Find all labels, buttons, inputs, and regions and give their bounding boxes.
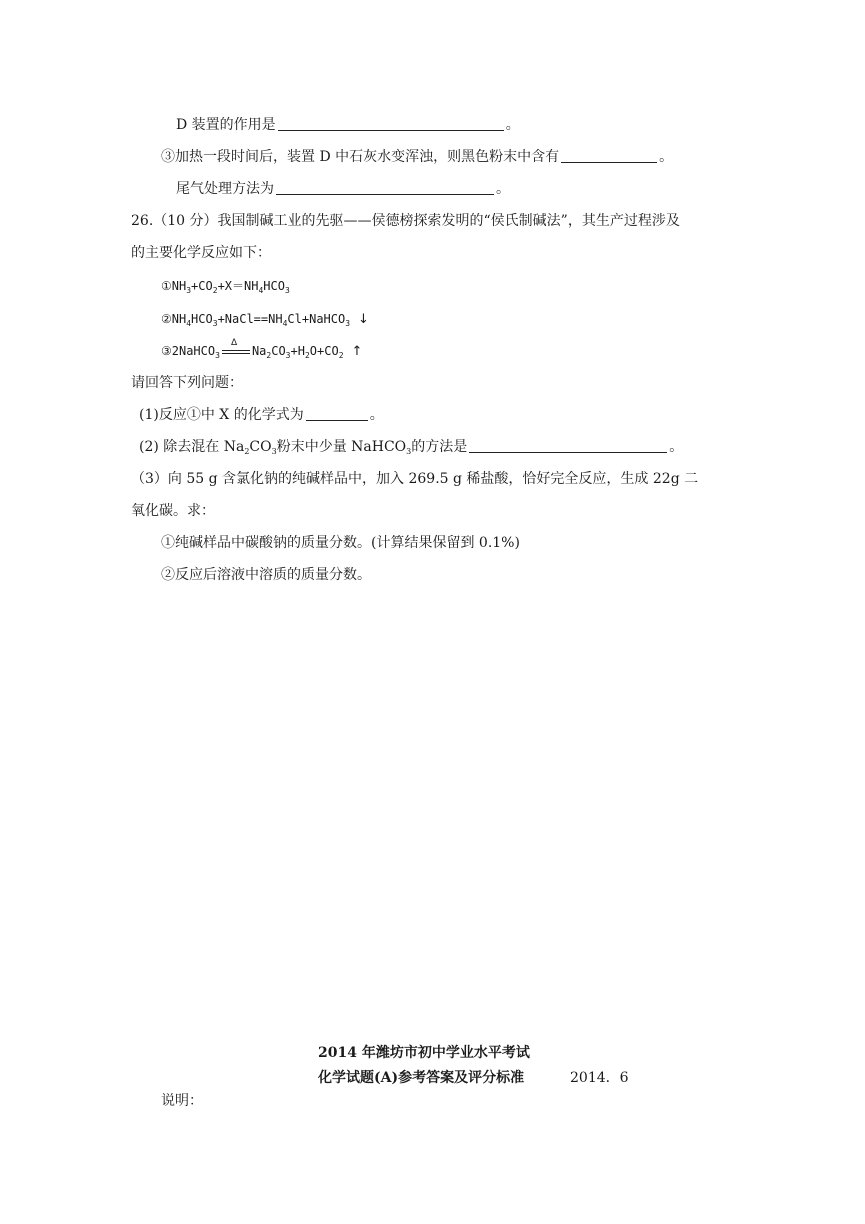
r3-sub: 2	[338, 351, 344, 360]
r2-sub: 4	[282, 319, 288, 328]
part2-text: 粉末中少量 NaHCO	[276, 439, 407, 455]
r3-part: Na	[251, 344, 267, 358]
d-device-line	[176, 116, 520, 134]
r2-part: Cl+NaHCO	[287, 312, 346, 326]
step3-answer-blank[interactable]	[561, 148, 657, 163]
heat-condition-sign	[222, 338, 250, 357]
exhaust-answer-blank[interactable]	[276, 180, 494, 195]
r3-part: O+CO	[309, 344, 339, 358]
r1-part: +CO	[191, 279, 213, 293]
gas-arrow-icon: ↑	[351, 344, 363, 359]
part2-text: 的方法是	[411, 439, 468, 455]
part2-text: (2) 除去混在 Na	[139, 439, 245, 455]
r3-part: CO	[271, 344, 286, 358]
d-device-text: D 装置的作用是	[176, 117, 276, 133]
r2-sub: 3	[345, 319, 351, 328]
answer-key-date: 2014．6	[570, 1070, 629, 1086]
part1-line	[139, 406, 384, 424]
r1-sub: 3	[186, 286, 192, 295]
part3-sub1: ①纯碱样品中碳酸钠的质量分数。(计算结果保留到 0.1%)	[161, 535, 520, 551]
part1-suffix: 。	[369, 407, 384, 423]
part2-text: CO	[249, 439, 272, 455]
part2-sub: 3	[271, 447, 277, 456]
answer-key-subtitle: 化学试题(A)参考答案及评分标准	[318, 1070, 525, 1086]
reaction-1	[161, 277, 290, 295]
exhaust-text: 尾气处理方法为	[176, 181, 274, 197]
answer-key-title: 2014 年潍坊市初中学业水平考试	[318, 1045, 530, 1061]
r3-part: ③2NaHCO	[161, 344, 216, 358]
part1-answer-blank[interactable]	[306, 406, 368, 421]
heat-delta-icon: Δ	[230, 338, 238, 348]
part2-suffix: 。	[669, 439, 684, 455]
r2-sub: 4	[186, 319, 192, 328]
r1-sub: 3	[284, 286, 290, 295]
part3-line1: （3）向 55 g 含氯化钠的纯碱样品中，加入 269.5 g 稀盐酸，恰好完全反应，生成 22g 二	[131, 471, 699, 487]
part2-answer-blank[interactable]	[469, 438, 667, 453]
r2-part: HCO	[191, 312, 213, 326]
r3-sub: 2	[304, 351, 310, 360]
r1-part: ①NH	[161, 279, 187, 293]
precipitate-arrow-icon: ↓	[358, 312, 369, 327]
part3-sub2: ②反应后溶液中溶质的质量分数。	[161, 567, 371, 583]
d-device-suffix: 。	[505, 117, 520, 133]
answer-key-note: 说明：	[161, 1093, 203, 1109]
r3-sub: 3	[215, 351, 220, 360]
exhaust-line	[176, 180, 510, 198]
d-device-answer-blank[interactable]	[278, 116, 504, 131]
step3-suffix: 。	[659, 149, 674, 165]
part1-text: (1)反应①中 X 的化学式为	[139, 407, 304, 423]
reaction-3	[161, 338, 363, 361]
r2-part: ②NH	[161, 312, 187, 326]
answer-prompt: 请回答下列问题：	[131, 375, 243, 391]
part3-line2: 氧化碳。求：	[131, 503, 215, 519]
exhaust-suffix: 。	[496, 181, 510, 197]
part2-line	[139, 438, 683, 456]
r1-sub: 2	[212, 286, 218, 295]
part2-sub: 3	[406, 447, 412, 456]
r1-part: +X＝NH	[217, 279, 259, 293]
r1-part: HCO	[263, 279, 285, 293]
r2-sub: 3	[212, 319, 218, 328]
r3-sub: 2	[266, 351, 272, 360]
step3-line	[161, 148, 673, 166]
r3-part: +H	[290, 344, 305, 358]
r1-sub: 4	[258, 286, 264, 295]
r3-sub: 3	[285, 351, 291, 360]
q26-intro-line1: 26.（10 分）我国制碱工业的先驱——侯德榜探索发明的“侯氏制碱法”，其生产过程涉及	[131, 213, 680, 229]
q26-intro-line2: 的主要化学反应如下：	[131, 245, 271, 261]
step3-text: ③加热一段时间后，装置 D 中石灰水变浑浊，则黑色粉末中含有	[161, 149, 560, 165]
part2-sub: 2	[244, 447, 250, 456]
r2-part: +NaCl==NH	[217, 312, 283, 326]
reaction-2	[161, 310, 369, 329]
